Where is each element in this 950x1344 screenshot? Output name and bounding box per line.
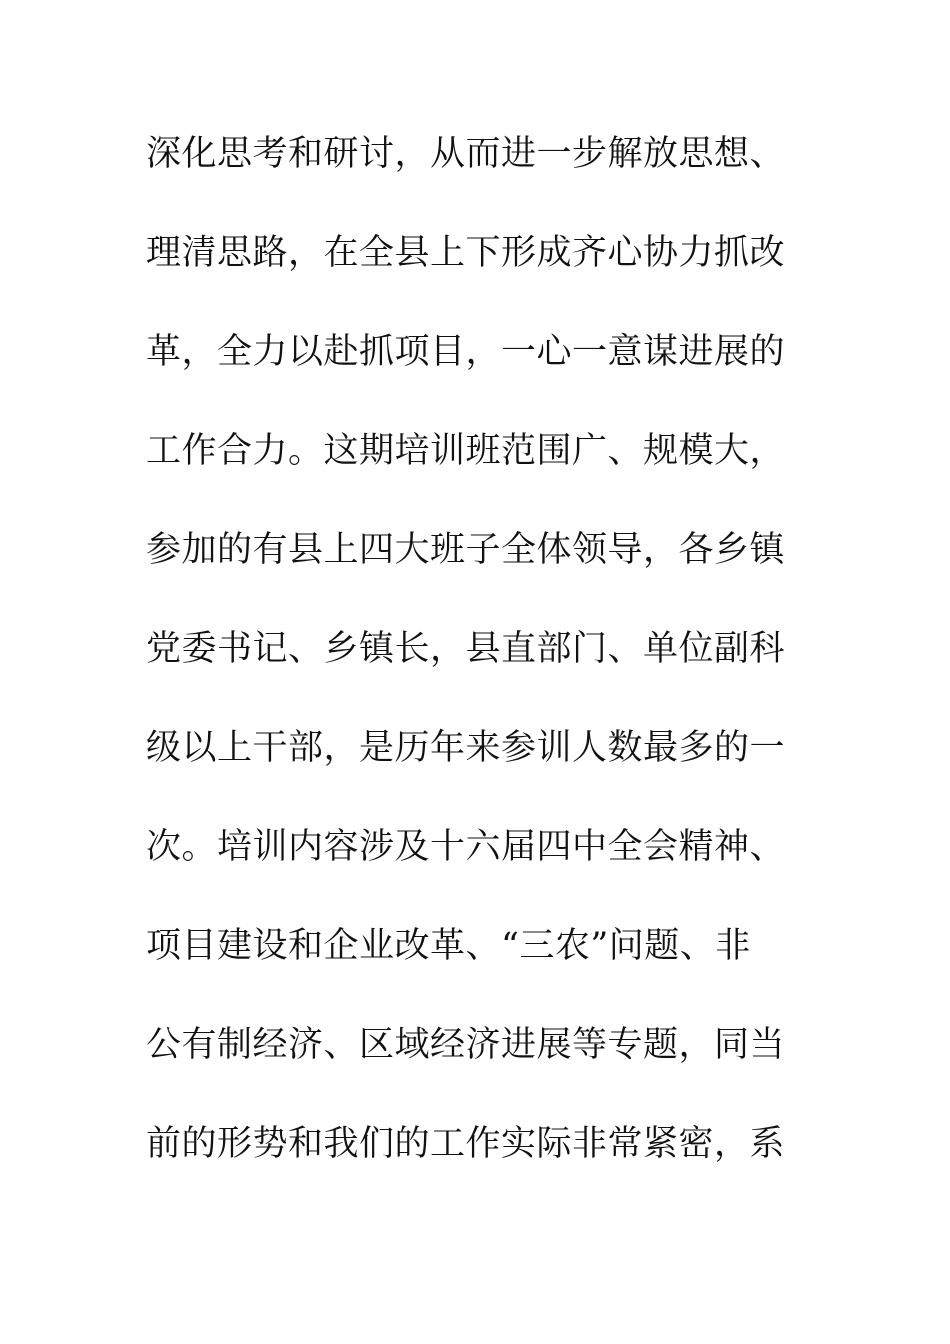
text-line: 公有制经济、区域经济进展等专题，同当	[146, 1025, 786, 1065]
text-line: 级以上干部，是历年来参训人数最多的一	[146, 728, 786, 768]
text-line: 深化思考和研讨，从而进一步解放思想、	[146, 134, 786, 174]
text-line: 项目建设和企业改革、“三农”问题、非	[146, 926, 751, 966]
body-paragraph	[146, 121, 786, 1210]
text-line: 次。培训内容涉及十六届四中全会精神、	[146, 827, 786, 867]
text-line: 参加的有县上四大班子全体领导，各乡镇	[146, 530, 786, 570]
text-line: 理清思路，在全县上下形成齐心协力抓改	[146, 233, 786, 273]
text-line: 革，全力以赴抓项目，一心一意谋进展的	[146, 332, 786, 372]
text-line: 前的形势和我们的工作实际非常紧密，系	[146, 1124, 786, 1164]
text-line: 工作合力。这期培训班范围广、规模大，	[146, 431, 786, 471]
text-line: 党委书记、乡镇长，县直部门、单位副科	[146, 629, 786, 669]
